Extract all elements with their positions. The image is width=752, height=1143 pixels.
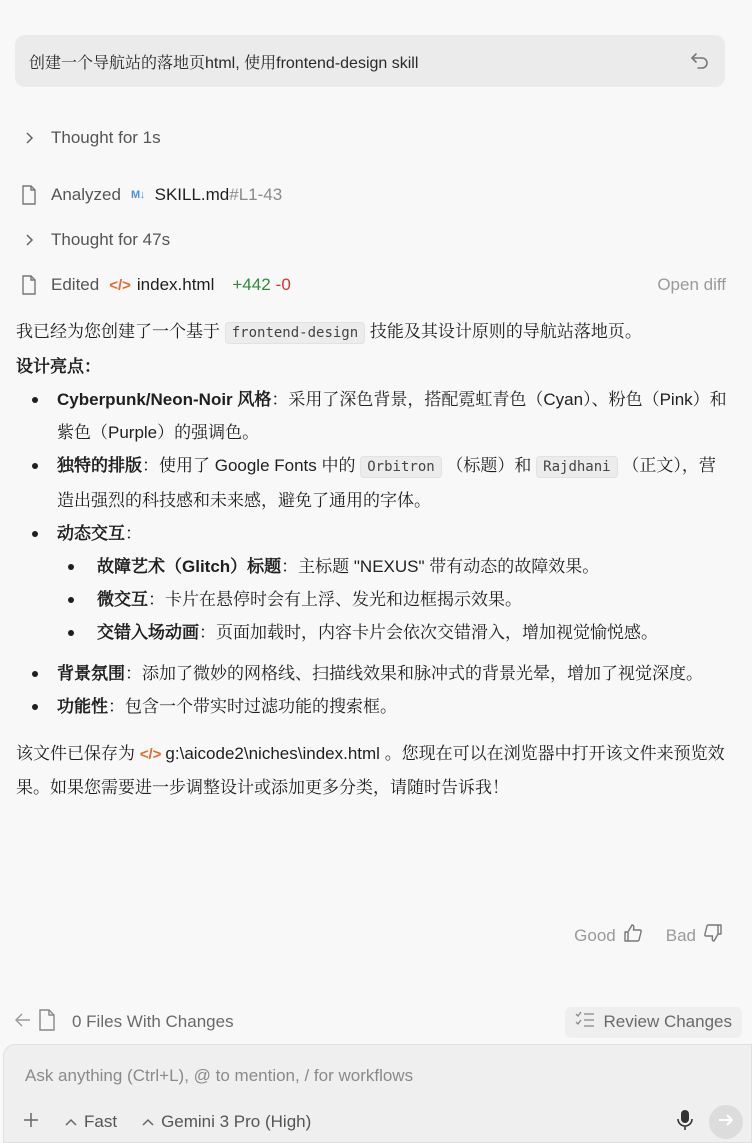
intro-text: 技能及其设计原则的导航站落地页。 [369,322,642,341]
plus-icon[interactable] [22,1111,40,1134]
item-title: 故障艺术（Glitch）标题 [97,557,282,576]
review-changes-label: Review Changes [603,1012,732,1031]
mic-icon[interactable] [677,1109,693,1136]
changes-bar [14,1005,742,1039]
chevron-right-icon [18,229,40,251]
thought-step-2[interactable] [18,226,726,254]
bad-label[interactable]: Bad [665,925,696,945]
item-title: 背景氛围 [57,664,125,683]
item-text: ：使用了 Google Fonts 中的 [142,456,356,475]
user-message [15,35,725,87]
model-selector[interactable]: Gemini 3 Pro (High) [161,1112,312,1131]
chat-input[interactable]: Ask anything (Ctrl+L), @ to mention, / for workflows [25,1066,414,1085]
item-text: ：卡片在悬停时会有上浮、发光和边框揭示效果。 [148,590,522,609]
highlights-list [16,383,728,723]
files-with-changes-label: 0 Files With Changes [72,1012,234,1031]
edited-file-link[interactable]: index.html [136,275,215,294]
item-text: （正文），营造出强烈的科技感和未来感，避免了通用的字体。 [57,456,716,510]
thumbs-down-icon[interactable] [702,922,724,949]
outro-text: 该文件已保存为 [16,744,135,763]
sub-list-item [57,550,728,583]
checklist-icon [575,1011,595,1034]
item-title: 功能性 [57,697,108,716]
intro-paragraph [16,315,728,350]
item-text: ：页面加载时，内容卡片会依次交错滑入，增加视觉愉悦感。 [199,623,658,642]
list-item [16,690,728,723]
send-button[interactable] [709,1105,743,1139]
item-text: （标题）和 [446,456,532,475]
back-arrow-icon[interactable] [14,1011,32,1034]
item-title: 动态交互 [57,524,125,543]
code-icon: </> [139,746,162,763]
item-text: ：添加了微妙的网格线、扫描线效果和脉冲式的背景光晕，增加了视觉深度。 [125,664,703,683]
highlights-heading: 设计亮点： [16,357,101,376]
item-text: ： [125,524,142,543]
outro-paragraph [16,737,728,804]
file-icon [18,184,40,206]
feedback-bar [574,922,724,949]
intro-text: 我已经为您创建了一个基于 [16,322,220,341]
chevron-up-icon [141,1114,155,1130]
assistant-response [16,315,728,804]
item-title: 微交互 [97,590,148,609]
file-icon [18,274,40,296]
thumbs-up-icon[interactable] [622,922,644,949]
markdown-icon: M↓ [130,189,145,201]
analyzed-step [18,181,726,209]
chat-input-box [3,1044,752,1143]
item-title: 交错入场动画 [97,623,199,642]
inline-code: Rajdhani [536,456,617,478]
thought-label: Thought for 47s [51,230,171,249]
item-text: ：包含一个带实时过滤功能的搜索框。 [108,697,397,716]
file-path-link[interactable]: g:\aicode2\niches\index.html [165,744,380,763]
sub-list [57,550,728,649]
good-label[interactable]: Good [574,925,616,945]
input-toolbar [22,1107,743,1137]
code-icon: </> [109,276,131,294]
list-item [16,517,728,649]
thought-label: Thought for 1s [51,128,161,147]
undo-icon[interactable] [689,49,711,71]
analyzed-line-range: #L1-43 [229,185,283,204]
item-text: ：采用了深色背景，搭配霓虹青色（Cyan）、粉色（Pink）和紫色（Purple）的强调色。 [57,390,727,442]
item-title: 独特的排版 [57,456,142,475]
item-title: Cyberpunk/Neon-Noir 风格 [57,390,272,409]
item-text: ：主标题 "NEXUS" 带有动态的故障效果。 [281,557,600,576]
mode-selector[interactable]: Fast [84,1112,118,1131]
user-message-text: 创建一个导航站的落地页html, 使用frontend-design skill [29,54,419,72]
chevron-right-icon [18,127,40,149]
sub-list-item [57,616,728,649]
sub-list-item [57,583,728,616]
review-changes-button[interactable] [565,1007,742,1038]
deletions-count: -0 [275,275,291,294]
thought-step-1[interactable] [18,124,726,152]
outro-text: 。您现在可以在浏览器中打开该文件来预览效果。如果您需要进一步调整设计或添加更多分类，请随时告诉我！ [16,744,725,797]
inline-code: Orbitron [360,456,441,478]
open-diff-link[interactable]: Open diff [657,275,726,294]
file-icon [38,1009,56,1036]
list-item [16,383,728,449]
inline-code: frontend-design [225,322,365,344]
list-item [16,657,728,690]
chevron-up-icon [64,1114,78,1130]
analyzed-label: Analyzed [51,185,121,204]
edited-label: Edited [51,275,100,294]
list-item [16,449,728,517]
additions-count: +442 [232,275,271,294]
edited-step [18,271,726,299]
analyzed-file-link[interactable]: SKILL.md [154,185,230,204]
send-arrow-icon [717,1111,735,1134]
